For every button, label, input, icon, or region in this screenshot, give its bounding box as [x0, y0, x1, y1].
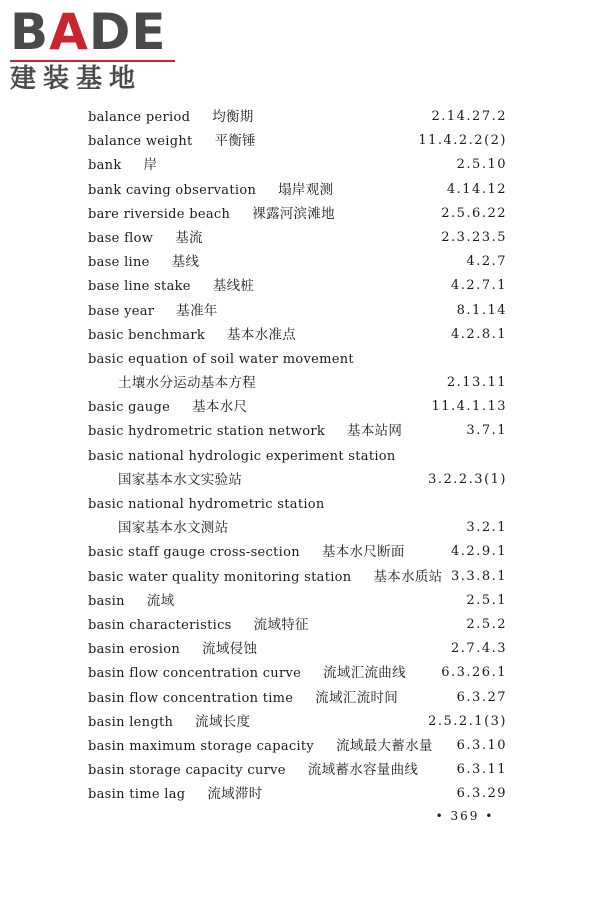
entry-chinese: 流域 [146, 592, 175, 609]
glossary-entry [0, 686, 600, 710]
entry-english: basin time lag [88, 787, 186, 803]
entry-english: basic hydrometric station network [88, 424, 326, 440]
entry-term [88, 323, 296, 348]
entry-chinese: 流域最大蓄水量 [336, 737, 433, 754]
glossary-entry [0, 274, 600, 298]
entry-term [88, 589, 174, 614]
entry-term [88, 661, 406, 686]
entry-chinese: 流域汇流时间 [315, 689, 399, 706]
entry-english: basin maximum storage capacity [88, 738, 315, 754]
entry-term [88, 444, 418, 469]
entry-term [88, 734, 433, 759]
entry-term [88, 395, 247, 420]
entry-term [88, 540, 405, 565]
page-number: • 369 • [435, 809, 495, 823]
entry-chinese: 基流 [175, 229, 203, 246]
glossary-entry [0, 250, 600, 274]
entry-reference: 2.5.6.22 [441, 205, 507, 221]
entry-reference: 3.2.2.3(1) [428, 471, 507, 487]
entry-reference: 2.5.1 [466, 592, 507, 608]
entry-english: bank caving observation [88, 182, 257, 198]
entry-term [118, 468, 242, 493]
entry-reference: 4.2.8.1 [451, 326, 507, 342]
entry-reference: 6.3.29 [456, 786, 507, 802]
glossary-entry [0, 153, 600, 177]
glossary-entry [0, 492, 600, 516]
entry-reference: 4.2.7.1 [451, 278, 507, 294]
glossary-entry [0, 323, 600, 347]
entry-chinese: 土壤水分运动基本方程 [118, 375, 256, 392]
entry-reference: 2.5.2.1(3) [428, 713, 507, 729]
entry-reference: 3.3.8.1 [451, 568, 507, 584]
entry-english: basin flow concentration time [88, 690, 294, 706]
entry-reference: 8.1.14 [456, 302, 507, 318]
entry-reference: 11.4.1.13 [431, 399, 507, 415]
entry-chinese: 流域特征 [253, 616, 309, 633]
entry-term [88, 613, 309, 638]
entry-english: basin characteristics [88, 617, 232, 633]
entry-term [88, 202, 335, 227]
entry-term [88, 178, 333, 203]
entry-chinese: 国家基本水文实验站 [118, 471, 243, 488]
glossary-entry [0, 661, 600, 685]
entry-reference: 2.13.11 [446, 375, 507, 391]
entry-term [118, 371, 256, 396]
entry-chinese: 基本水质站 [373, 568, 443, 585]
logo-wordmark: BADE [10, 3, 167, 61]
entry-english: base year [88, 303, 155, 319]
glossary-entry [0, 782, 600, 806]
entry-term [88, 492, 347, 517]
glossary-entry [0, 734, 600, 758]
logo-subtitle: 建装基地 [10, 64, 143, 94]
glossary-entry [0, 468, 600, 492]
entry-english: basin erosion [88, 642, 181, 658]
entry-english: basic national hydrologic experiment station [88, 448, 396, 464]
entry-term [88, 347, 376, 372]
entry-term [88, 153, 157, 178]
entry-english: basic benchmark [88, 327, 206, 343]
glossary-entry [0, 371, 600, 395]
entry-chinese: 基本水准点 [227, 326, 297, 343]
entry-english: bare riverside beach [88, 206, 231, 222]
entry-chinese: 岸 [143, 157, 158, 174]
glossary-entry [0, 589, 600, 613]
entry-english: basic staff gauge cross-section [88, 545, 300, 561]
entry-chinese: 流域长度 [195, 713, 251, 730]
entry-english: base line stake [88, 279, 191, 295]
glossary-entry [0, 202, 600, 226]
entry-term [88, 250, 199, 275]
entry-term [88, 299, 218, 324]
entry-term [88, 226, 203, 251]
glossary-entry [0, 710, 600, 734]
entry-reference: 2.7.4.3 [451, 641, 507, 657]
entry-chinese: 均衡期 [212, 109, 254, 125]
entry-english: basic national hydrometric station [88, 497, 325, 512]
entry-term [118, 516, 228, 541]
entry-reference: 2.5.10 [456, 157, 507, 173]
entry-reference: 6.3.26.1 [441, 665, 507, 681]
entry-english: basin flow concentration curve [88, 666, 302, 682]
entry-chinese: 基本水尺断面 [321, 544, 405, 561]
entry-english: basic equation of soil water movement [88, 351, 354, 367]
entry-reference: 2.5.2 [466, 616, 507, 632]
entry-reference: 6.3.11 [456, 762, 507, 778]
entry-term [88, 758, 418, 783]
glossary-entry [0, 540, 600, 564]
entry-chinese: 基本水尺 [192, 399, 248, 416]
glossary-entry [0, 565, 600, 589]
entry-english: balance weight [88, 134, 193, 150]
entry-term [88, 565, 442, 590]
entry-chinese: 塌岸观测 [278, 181, 334, 198]
glossary-entry [0, 637, 600, 661]
entry-reference: 3.7.1 [466, 423, 507, 439]
entry-reference: 11.4.2.2(2) [418, 133, 507, 149]
entry-reference: 6.3.27 [456, 689, 507, 705]
entry-reference: 4.2.7 [466, 254, 507, 270]
entry-chinese: 流域蓄水容量曲线 [307, 762, 419, 779]
entry-english: basic gauge [88, 400, 171, 416]
entry-chinese: 裸露河滨滩地 [252, 205, 335, 222]
glossary-entry [0, 613, 600, 637]
glossary-entry [0, 758, 600, 782]
entry-reference: 3.2.1 [466, 520, 507, 536]
entry-chinese: 基准年 [176, 302, 218, 319]
entry-chinese: 流域滞时 [207, 786, 263, 803]
entry-term [88, 105, 254, 130]
bade-logo [10, 3, 180, 94]
entry-chinese: 流域汇流曲线 [323, 665, 406, 682]
entry-reference: 4.14.12 [446, 181, 507, 197]
entry-english: basin [88, 593, 125, 609]
entry-term [88, 274, 254, 299]
entry-term [88, 419, 402, 444]
entry-chinese: 平衡锤 [214, 133, 256, 150]
glossary-entry [0, 105, 600, 129]
glossary-entry [0, 444, 600, 468]
entry-chinese: 基本站网 [347, 423, 403, 440]
entry-chinese: 基线 [171, 254, 200, 271]
glossary-entry [0, 347, 600, 371]
glossary-entry [0, 516, 600, 540]
glossary-entry [0, 129, 600, 153]
entry-english: basic water quality monitoring station [88, 569, 352, 585]
entry-term [88, 129, 256, 154]
entry-english: balance period [88, 110, 191, 125]
glossary-entry-list [0, 105, 600, 806]
entry-chinese: 基线桩 [212, 278, 255, 295]
glossary-entry [0, 419, 600, 443]
glossary-entry [0, 299, 600, 323]
entry-reference: 2.3.23.5 [441, 229, 507, 245]
entry-english: base flow [88, 230, 154, 246]
entry-english: basin storage capacity curve [88, 763, 286, 779]
entry-reference: 2.14.27.2 [431, 109, 507, 124]
entry-english: base line [88, 255, 150, 271]
entry-term [88, 686, 398, 711]
entry-term [88, 710, 250, 735]
entry-reference: 6.3.10 [456, 737, 507, 753]
entry-chinese: 国家基本水文测站 [118, 520, 229, 537]
glossary-entry [0, 395, 600, 419]
entry-term [88, 637, 257, 662]
entry-term [88, 782, 263, 807]
glossary-entry [0, 226, 600, 250]
glossary-entry [0, 178, 600, 202]
entry-reference: 4.2.9.1 [451, 544, 507, 560]
entry-english: bank [88, 158, 122, 174]
entry-english: basin length [88, 714, 174, 730]
entry-chinese: 流域侵蚀 [202, 641, 258, 658]
